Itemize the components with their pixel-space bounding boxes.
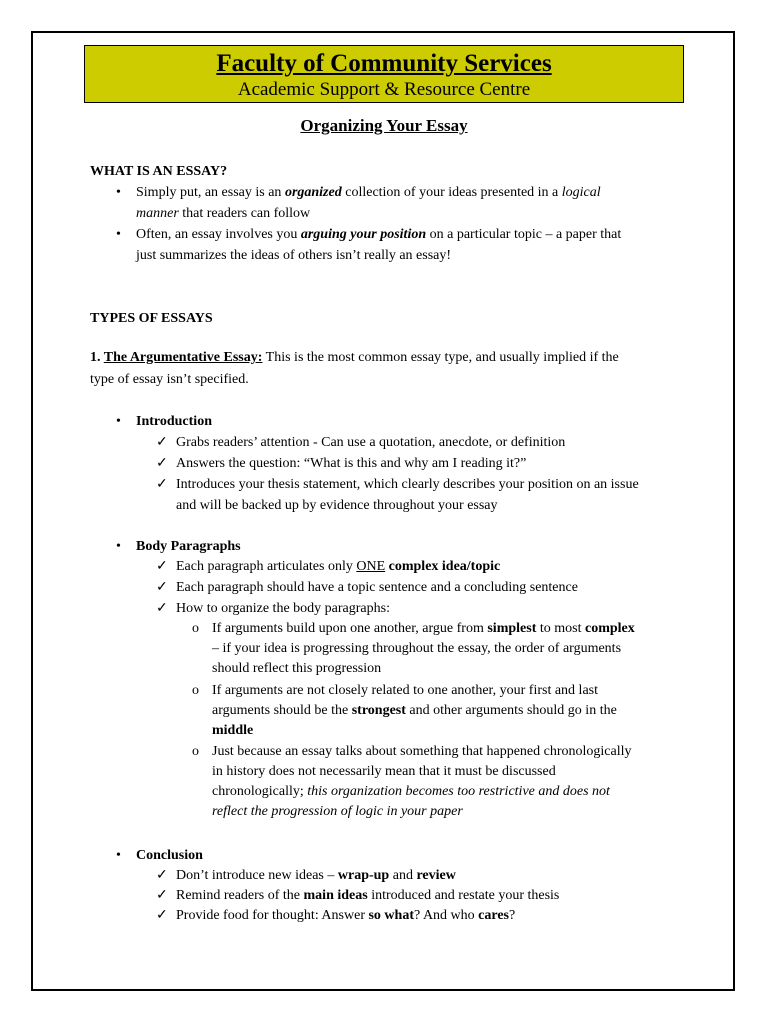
body-sub-3-cont-3: reflect the progression of logic in your paper bbox=[212, 804, 463, 819]
intro-item-3-cont: and will be backed up by evidence throughout your essay bbox=[176, 498, 498, 513]
conclusion-heading: Conclusion bbox=[136, 848, 203, 863]
body-sub-3: Just because an essay talks about something that happened chronologically bbox=[212, 744, 632, 759]
intro-item-2: Answers the question: “What is this and why am I reading it?” bbox=[176, 456, 527, 471]
introduction-heading: Introduction bbox=[136, 414, 212, 429]
bullet-icon: • bbox=[116, 539, 121, 554]
intro-item-3: Introduces your thesis statement, which clearly describes your position on an issue bbox=[176, 477, 639, 492]
body-sub-2-cont: arguments should be the strongest and other arguments should go in the bbox=[212, 703, 617, 718]
check-icon: ✓ bbox=[156, 456, 168, 471]
circle-bullet-icon: o bbox=[192, 621, 199, 636]
what-is-bullet-2: Often, an essay involves you arguing your position on a particular topic – a paper that bbox=[136, 227, 622, 242]
body-sub-1-cont-2: should reflect this progression bbox=[212, 661, 382, 676]
body-sub-2-cont-2: middle bbox=[212, 723, 254, 738]
body-sub-1: If arguments build upon one another, argue from simplest to most complex bbox=[212, 621, 635, 636]
document-title: Organizing Your Essay bbox=[300, 116, 468, 135]
argumentative-intro: 1. The Argumentative Essay: This is the most common essay type, and usually implied if the bbox=[90, 350, 619, 365]
what-is-bullet-2-cont: just summarizes the ideas of others isn’t really an essay! bbox=[136, 248, 452, 263]
conclusion-item-2: Remind readers of the main ideas introduced and restate your thesis bbox=[176, 888, 560, 903]
body-item-1: Each paragraph articulates only ONE complex idea/topic bbox=[176, 559, 501, 574]
body-sub-1-cont: – if your idea is progressing throughout the essay, the order of arguments bbox=[212, 641, 622, 656]
what-is-heading: WHAT IS AN ESSAY? bbox=[90, 164, 228, 179]
check-icon: ✓ bbox=[156, 435, 168, 450]
check-icon: ✓ bbox=[156, 580, 168, 595]
body-paragraphs-heading: Body Paragraphs bbox=[136, 539, 241, 554]
argumentative-intro-cont: type of essay isn’t specified. bbox=[90, 372, 249, 387]
body-item-2: Each paragraph should have a topic sentence and a concluding sentence bbox=[176, 580, 578, 595]
check-icon: ✓ bbox=[156, 601, 168, 616]
bullet-icon: • bbox=[116, 848, 121, 863]
centre-subtitle: Academic Support & Resource Centre bbox=[237, 79, 531, 100]
check-icon: ✓ bbox=[156, 477, 168, 492]
conclusion-item-1: Don’t introduce new ideas – wrap-up and review bbox=[176, 868, 456, 883]
check-icon: ✓ bbox=[156, 888, 168, 903]
circle-bullet-icon: o bbox=[192, 744, 199, 759]
conclusion-item-3: Provide food for thought: Answer so what? And who cares? bbox=[176, 908, 516, 923]
what-is-bullet-1-cont: manner that readers can follow bbox=[136, 206, 311, 221]
body-sub-3-cont-2: chronologically; this organization becomes too restrictive and does not bbox=[212, 784, 610, 799]
what-is-bullet-1: Simply put, an essay is an organized collection of your ideas presented in a logical bbox=[136, 185, 601, 200]
header-banner bbox=[84, 45, 684, 103]
intro-item-1: Grabs readers’ attention - Can use a quotation, anecdote, or definition bbox=[176, 435, 566, 450]
body-item-3: How to organize the body paragraphs: bbox=[176, 601, 390, 616]
body-sub-2: If arguments are not closely related to one another, your first and last bbox=[212, 683, 598, 698]
bullet-icon: • bbox=[116, 185, 121, 200]
check-icon: ✓ bbox=[156, 908, 168, 923]
check-icon: ✓ bbox=[156, 868, 168, 883]
bullet-icon: • bbox=[116, 414, 121, 429]
circle-bullet-icon: o bbox=[192, 683, 199, 698]
faculty-title: Faculty of Community Services bbox=[216, 50, 552, 77]
bullet-icon: • bbox=[116, 227, 121, 242]
body-sub-3-cont: in history does not necessarily mean that it must be discussed bbox=[212, 764, 556, 779]
types-heading: TYPES OF ESSAYS bbox=[90, 311, 213, 326]
check-icon: ✓ bbox=[156, 559, 168, 574]
